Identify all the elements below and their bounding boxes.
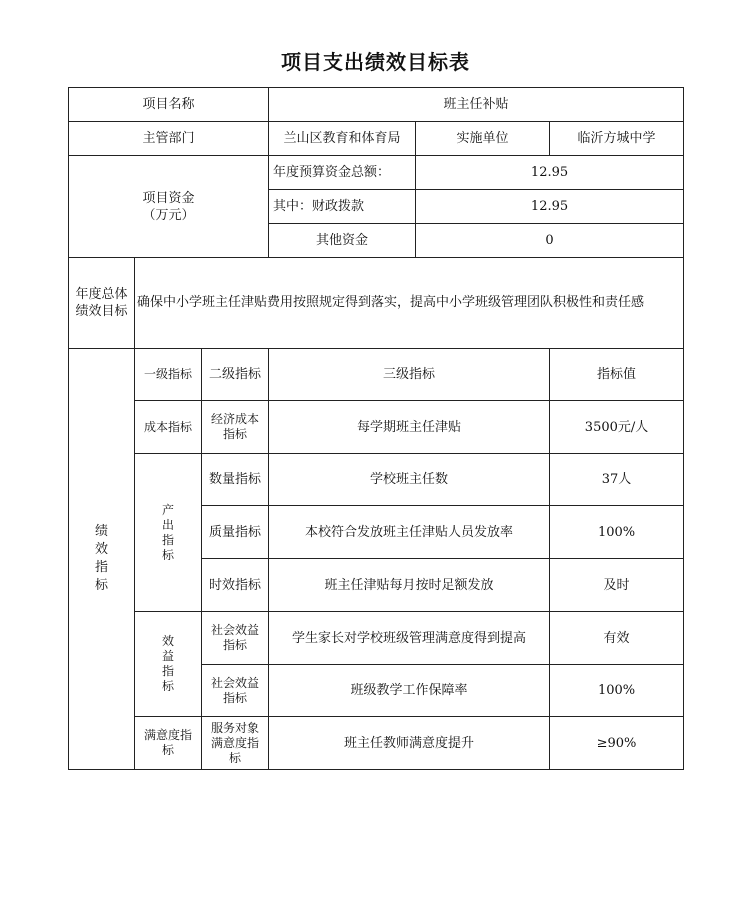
header-level1: 一级指标 (135, 349, 202, 401)
level2-cell: 服务对象满意度指标 (202, 717, 269, 770)
satisfaction-group-label: 满意度指标 (135, 717, 202, 770)
value-cell: ≥90% (550, 717, 684, 770)
cost-group-label: 成本指标 (135, 401, 202, 454)
level2-cell: 数量指标 (202, 454, 269, 506)
output-group-label: 产出指标 (135, 454, 202, 612)
other-funds-value: 0 (416, 224, 684, 258)
project-name-value: 班主任补贴 (269, 88, 684, 122)
value-cell: 100% (550, 506, 684, 559)
project-name-row (69, 88, 684, 122)
header-level2: 二级指标 (202, 349, 269, 401)
indicator-row (69, 612, 684, 665)
value-cell: 有效 (550, 612, 684, 665)
indicator-header-row (69, 349, 684, 401)
project-name-label: 项目名称 (69, 88, 269, 122)
indicator-row (69, 401, 684, 454)
level3-cell: 本校符合发放班主任津贴人员发放率 (269, 506, 550, 559)
level2-cell: 质量指标 (202, 506, 269, 559)
implementing-unit-label: 实施单位 (416, 122, 550, 156)
fiscal-allocation-label: 其中：财政拨款 (269, 190, 416, 224)
funds-label-line2: （万元） (142, 207, 195, 223)
indicator-row (69, 454, 684, 506)
level2-cell: 社会效益指标 (202, 612, 269, 665)
annual-goal-text: 确保中小学班主任津贴费用按照规定得到落实，提高中小学班级管理团队积极性和责任感 (135, 258, 684, 349)
other-funds-label: 其他资金 (269, 224, 416, 258)
indicators-section-label: 绩效指标 (69, 349, 135, 770)
level3-cell: 学生家长对学校班级管理满意度得到提高 (269, 612, 550, 665)
fiscal-allocation-value: 12.95 (416, 190, 684, 224)
benefit-group-label: 效益指标 (135, 612, 202, 717)
annual-goal-label-line2: 绩效目标 (75, 304, 128, 319)
level3-cell: 班级教学工作保障率 (269, 665, 550, 717)
performance-target-table (68, 87, 684, 770)
annual-goal-label-line1: 年度总体 (75, 287, 128, 302)
level3-cell: 学校班主任数 (269, 454, 550, 506)
funds-label (69, 156, 269, 258)
value-cell: 及时 (550, 559, 684, 612)
annual-goal-row (69, 258, 684, 349)
level3-cell: 班主任教师满意度提升 (269, 717, 550, 770)
level2-cell: 社会效益指标 (202, 665, 269, 717)
level2-cell: 经济成本指标 (202, 401, 269, 454)
indicator-row (69, 717, 684, 770)
value-cell: 37人 (550, 454, 684, 506)
level3-cell: 班主任津贴每月按时足额发放 (269, 559, 550, 612)
value-cell: 100% (550, 665, 684, 717)
department-value: 兰山区教育和体育局 (269, 122, 416, 156)
funds-total-row (69, 156, 684, 190)
level3-cell: 每学期班主任津贴 (269, 401, 550, 454)
level2-cell: 时效指标 (202, 559, 269, 612)
department-row (69, 122, 684, 156)
annual-goal-label (69, 258, 135, 349)
total-budget-label: 年度预算资金总额： (269, 156, 416, 190)
funds-label-line1: 项目资金 (142, 190, 195, 206)
value-cell: 3500元/人 (550, 401, 684, 454)
header-level3: 三级指标 (269, 349, 550, 401)
page-title: 项目支出绩效目标表 (281, 50, 470, 74)
total-budget-value: 12.95 (416, 156, 684, 190)
implementing-unit-value: 临沂方城中学 (550, 122, 684, 156)
header-value: 指标值 (550, 349, 684, 401)
department-label: 主管部门 (69, 122, 269, 156)
